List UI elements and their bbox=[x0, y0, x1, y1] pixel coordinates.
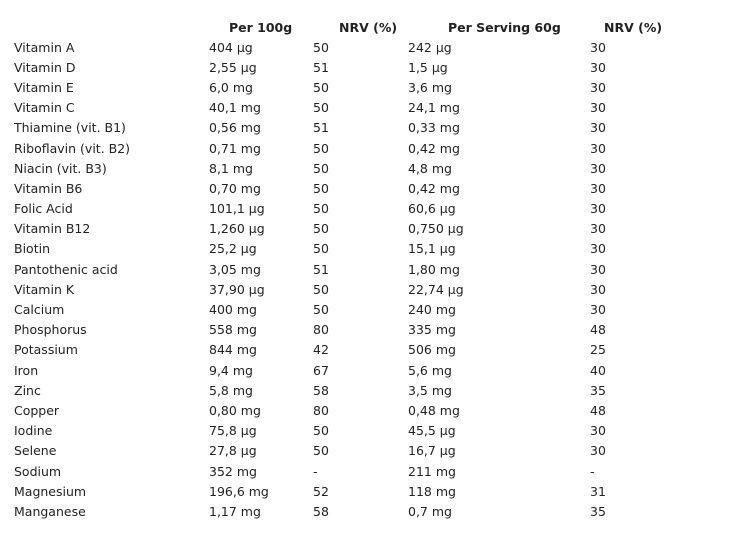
nutrient-name: Potassium bbox=[14, 342, 78, 358]
per-100g-value: 6,0 mg bbox=[209, 79, 253, 95]
table-row bbox=[10, 57, 710, 77]
table-row bbox=[10, 360, 710, 380]
nrv-serving-value: 30 bbox=[590, 140, 606, 156]
per-serving-value: 3,6 mg bbox=[408, 79, 452, 95]
table-row bbox=[10, 239, 710, 259]
nrv-serving-value: - bbox=[590, 463, 595, 479]
nutrient-name: Pantothenic acid bbox=[14, 261, 118, 277]
nutrient-name: Selene bbox=[14, 443, 57, 459]
nrv-100g-value: 51 bbox=[313, 59, 329, 75]
per-100g-value: 27,8 µg bbox=[209, 443, 257, 459]
nutrient-name: Copper bbox=[14, 402, 60, 418]
per-100g-value: 101,1 µg bbox=[209, 201, 265, 217]
table-row bbox=[10, 400, 710, 420]
per-100g-value: 40,1 mg bbox=[209, 100, 261, 116]
nrv-serving-value: 30 bbox=[590, 221, 606, 237]
table-row bbox=[10, 37, 710, 57]
per-serving-value: 16,7 µg bbox=[408, 443, 456, 459]
per-serving-value: 0,7 mg bbox=[408, 503, 452, 519]
nrv-100g-value: 52 bbox=[313, 483, 329, 499]
table-row bbox=[10, 219, 710, 239]
nrv-100g-value: 50 bbox=[313, 241, 329, 257]
nutrient-name: Calcium bbox=[14, 302, 65, 318]
nrv-100g-value: 50 bbox=[313, 201, 329, 217]
per-serving-value: 0,42 mg bbox=[408, 140, 460, 156]
nutrient-name: Vitamin A bbox=[14, 39, 75, 55]
nutrient-name: Zinc bbox=[14, 382, 41, 398]
per-100g-value: 1,17 mg bbox=[209, 503, 261, 519]
nutrient-name: Riboflavin (vit. B2) bbox=[14, 140, 131, 156]
per-serving-value: 24,1 mg bbox=[408, 100, 460, 116]
per-100g-value: 75,8 µg bbox=[209, 423, 257, 439]
nutrient-name: Sodium bbox=[14, 463, 62, 479]
table-row bbox=[10, 501, 710, 521]
nrv-serving-value: 30 bbox=[590, 241, 606, 257]
nrv-100g-value: 51 bbox=[313, 120, 329, 136]
nrv-serving-value: 35 bbox=[590, 503, 606, 519]
per-100g-value: 558 mg bbox=[209, 322, 257, 338]
header-per-serving: Per Serving 60g bbox=[448, 19, 561, 35]
per-serving-value: 242 µg bbox=[408, 39, 452, 55]
table-row bbox=[10, 299, 710, 319]
nrv-100g-value: 50 bbox=[313, 281, 329, 297]
table-row bbox=[10, 118, 710, 138]
table-row bbox=[10, 421, 710, 441]
nrv-100g-value: 67 bbox=[313, 362, 329, 378]
nrv-serving-value: 48 bbox=[590, 322, 606, 338]
per-100g-value: 400 mg bbox=[209, 302, 257, 318]
per-100g-value: 1,260 µg bbox=[209, 221, 265, 237]
nutrient-name: Vitamin B12 bbox=[14, 221, 91, 237]
nrv-serving-value: 30 bbox=[590, 302, 606, 318]
per-100g-value: 196,6 mg bbox=[209, 483, 269, 499]
nrv-100g-value: 80 bbox=[313, 322, 329, 338]
per-serving-value: 0,33 mg bbox=[408, 120, 460, 136]
nrv-serving-value: 30 bbox=[590, 39, 606, 55]
nrv-100g-value: 58 bbox=[313, 503, 329, 519]
per-100g-value: 352 mg bbox=[209, 463, 257, 479]
per-100g-value: 5,8 mg bbox=[209, 382, 253, 398]
table-row bbox=[10, 158, 710, 178]
table-row bbox=[10, 380, 710, 400]
nrv-serving-value: 30 bbox=[590, 201, 606, 217]
nrv-serving-value: 30 bbox=[590, 443, 606, 459]
nrv-100g-value: 50 bbox=[313, 443, 329, 459]
nrv-serving-value: 35 bbox=[590, 382, 606, 398]
per-serving-value: 1,80 mg bbox=[408, 261, 460, 277]
per-serving-value: 3,5 mg bbox=[408, 382, 452, 398]
table-row bbox=[10, 441, 710, 461]
per-serving-value: 211 mg bbox=[408, 463, 456, 479]
per-100g-value: 0,70 mg bbox=[209, 180, 261, 196]
table-row bbox=[10, 279, 710, 299]
per-serving-value: 0,42 mg bbox=[408, 180, 460, 196]
nrv-100g-value: 42 bbox=[313, 342, 329, 358]
nrv-100g-value: 58 bbox=[313, 382, 329, 398]
nrv-serving-value: 30 bbox=[590, 59, 606, 75]
per-100g-value: 0,80 mg bbox=[209, 402, 261, 418]
per-serving-value: 1,5 µg bbox=[408, 59, 448, 75]
nrv-100g-value: 51 bbox=[313, 261, 329, 277]
header-nrv-serving: NRV (%) bbox=[604, 19, 663, 35]
per-100g-value: 3,05 mg bbox=[209, 261, 261, 277]
per-serving-value: 0,48 mg bbox=[408, 402, 460, 418]
nutrient-name: Vitamin D bbox=[14, 59, 76, 75]
nrv-serving-value: 30 bbox=[590, 100, 606, 116]
per-100g-value: 37,90 µg bbox=[209, 281, 265, 297]
nrv-serving-value: 40 bbox=[590, 362, 606, 378]
per-serving-value: 506 mg bbox=[408, 342, 456, 358]
per-serving-value: 15,1 µg bbox=[408, 241, 456, 257]
nrv-serving-value: 31 bbox=[590, 483, 606, 499]
per-100g-value: 9,4 mg bbox=[209, 362, 253, 378]
header-nrv-100g: NRV (%) bbox=[339, 19, 398, 35]
nrv-100g-value: 50 bbox=[313, 79, 329, 95]
nrv-100g-value: - bbox=[313, 463, 318, 479]
table-row bbox=[10, 320, 710, 340]
per-100g-value: 0,71 mg bbox=[209, 140, 261, 156]
table-row bbox=[10, 199, 710, 219]
nrv-serving-value: 30 bbox=[590, 180, 606, 196]
table-row bbox=[10, 178, 710, 198]
nrv-serving-value: 30 bbox=[590, 160, 606, 176]
nutrient-name: Manganese bbox=[14, 503, 86, 519]
per-100g-value: 0,56 mg bbox=[209, 120, 261, 136]
nutrient-name: Iron bbox=[14, 362, 39, 378]
nutrient-name: Thiamine (vit. B1) bbox=[14, 120, 126, 136]
nrv-100g-value: 50 bbox=[313, 160, 329, 176]
nrv-100g-value: 50 bbox=[313, 39, 329, 55]
nrv-serving-value: 25 bbox=[590, 342, 606, 358]
nutrient-name: Vitamin C bbox=[14, 100, 75, 116]
nrv-serving-value: 48 bbox=[590, 402, 606, 418]
table-row bbox=[10, 77, 710, 97]
header-nutrient bbox=[10, 17, 205, 37]
nrv-100g-value: 50 bbox=[313, 302, 329, 318]
nrv-serving-value: 30 bbox=[590, 79, 606, 95]
nrv-100g-value: 50 bbox=[313, 221, 329, 237]
nrv-100g-value: 50 bbox=[313, 140, 329, 156]
nutrient-name: Phosphorus bbox=[14, 322, 87, 338]
nutrient-name: Vitamin B6 bbox=[14, 180, 83, 196]
nutrient-name: Iodine bbox=[14, 423, 53, 439]
table-row bbox=[10, 481, 710, 501]
per-100g-value: 404 µg bbox=[209, 39, 253, 55]
header-per-100g: Per 100g bbox=[229, 19, 293, 35]
table-row bbox=[10, 98, 710, 118]
nutrient-name: Biotin bbox=[14, 241, 50, 257]
nrv-serving-value: 30 bbox=[590, 261, 606, 277]
per-100g-value: 25,2 µg bbox=[209, 241, 257, 257]
nrv-100g-value: 50 bbox=[313, 180, 329, 196]
per-serving-value: 60,6 µg bbox=[408, 201, 456, 217]
per-100g-value: 2,55 µg bbox=[209, 59, 257, 75]
per-serving-value: 22,74 µg bbox=[408, 281, 464, 297]
nrv-serving-value: 30 bbox=[590, 281, 606, 297]
per-serving-value: 45,5 µg bbox=[408, 423, 456, 439]
per-serving-value: 335 mg bbox=[408, 322, 456, 338]
table-row bbox=[10, 138, 710, 158]
per-100g-value: 844 mg bbox=[209, 342, 257, 358]
nrv-100g-value: 50 bbox=[313, 100, 329, 116]
table-row bbox=[10, 340, 710, 360]
nutrient-name: Niacin (vit. B3) bbox=[14, 160, 107, 176]
nutrient-name: Magnesium bbox=[14, 483, 87, 499]
per-serving-value: 0,750 µg bbox=[408, 221, 464, 237]
per-serving-value: 4,8 mg bbox=[408, 160, 452, 176]
table-body bbox=[10, 37, 710, 522]
per-100g-value: 8,1 mg bbox=[209, 160, 253, 176]
table-row bbox=[10, 461, 710, 481]
nutrient-name: Vitamin K bbox=[14, 281, 75, 297]
header-row bbox=[10, 17, 710, 37]
per-serving-value: 118 mg bbox=[408, 483, 456, 499]
nutrition-table bbox=[10, 17, 710, 522]
nrv-100g-value: 80 bbox=[313, 402, 329, 418]
table-row bbox=[10, 259, 710, 279]
nrv-100g-value: 50 bbox=[313, 423, 329, 439]
nrv-serving-value: 30 bbox=[590, 423, 606, 439]
nrv-serving-value: 30 bbox=[590, 120, 606, 136]
per-serving-value: 240 mg bbox=[408, 302, 456, 318]
nutrient-name: Folic Acid bbox=[14, 201, 73, 217]
nutrient-name: Vitamin E bbox=[14, 79, 74, 95]
per-serving-value: 5,6 mg bbox=[408, 362, 452, 378]
